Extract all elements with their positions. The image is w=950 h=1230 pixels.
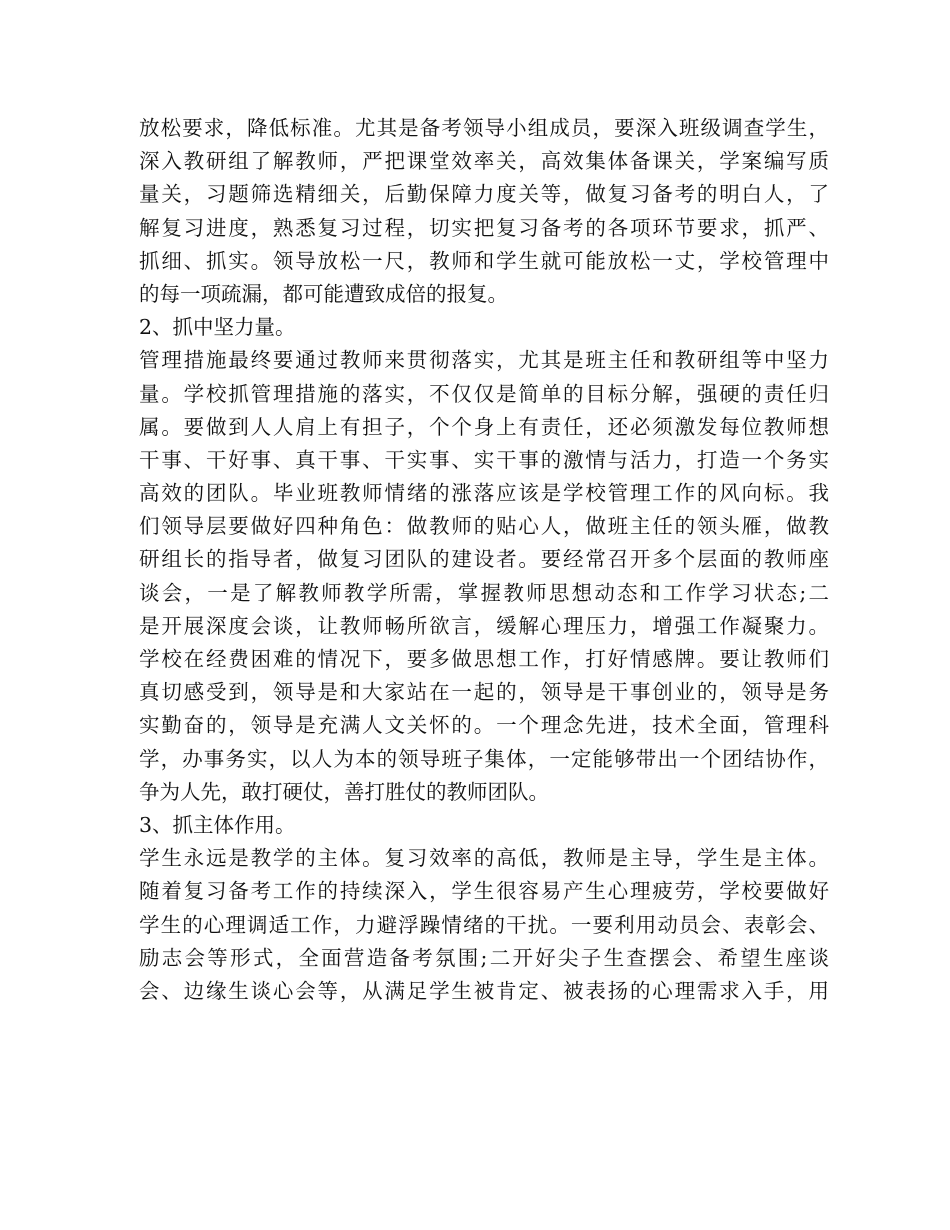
text-line: 管理措施最终要通过教师来贯彻落实，尤其是班主任和教研组等中坚力 (139, 348, 829, 373)
text-line: 会、边缘生谈心会等，从满足学生被肯定、被表扬的心理需求入手，用 (139, 978, 829, 1003)
text-line: 的每一项疏漏，都可能遭致成倍的报复。 (139, 281, 508, 306)
text-line: 学校在经费困难的情况下，要多做思想工作，打好情感牌。要让教师们 (139, 647, 829, 671)
text-line: 们领导层要做好四种角色：做教师的贴心人，做班主任的领头雁，做教 (139, 514, 829, 539)
text-line: 解复习进度，熟悉复习过程，切实把复习备考的各项环节要求，抓严、 (139, 215, 829, 240)
text-line: 深入教研组了解教师，严把课堂效率关，高效集体备课关，学案编写质 (139, 149, 829, 174)
text-line: 是开展深度会谈，让教师畅所欲言，缓解心理压力，增强工作凝聚力。 (139, 613, 829, 638)
text-line: 抓细、抓实。领导放松一尺，教师和学生就可能放松一丈，学校管理中 (139, 248, 829, 273)
text-line: 量。学校抓管理措施的落实，不仅仅是简单的目标分解，强硬的责任归 (139, 381, 829, 406)
text-line: 研组长的指导者，做复习团队的建设者。要经常召开多个层面的教师座 (139, 547, 829, 572)
text-line: 随着复习备考工作的持续深入，学生很容易产生心理疲劳，学校要做好 (139, 879, 829, 904)
text-line: 学，办事务实，以人为本的领导班子集体，一定能够带出一个团结协作， (139, 746, 829, 771)
text-line: 实勤奋的，领导是充满人文关怀的。一个理念先进，技术全面，管理科 (139, 713, 829, 738)
body-text (139, 112, 829, 1008)
text-line: 高效的团队。毕业班教师情绪的涨落应该是学校管理工作的风向标。我 (139, 481, 829, 506)
text-line: 放松要求，降低标准。尤其是备考领导小组成员，要深入班级调查学生， (139, 116, 829, 140)
text-line: 励志会等形式，全面营造备考氛围;二开好尖子生查摆会、希望生座谈 (139, 945, 829, 970)
section-heading: 3、抓主体作用。 (139, 812, 296, 837)
text-line: 量关，习题筛选精细关，后勤保障力度关等，做复习备考的明白人，了 (139, 182, 829, 207)
section-heading: 2、抓中坚力量。 (139, 315, 296, 340)
text-line: 属。要做到人人肩上有担子，个个身上有责任，还必须激发每位教师想 (139, 414, 829, 439)
text-line: 学生的心理调适工作，力避浮躁情绪的干扰。一要利用动员会、表彰会、 (139, 912, 829, 937)
text-line: 干事、干好事、真干事、干实事、实干事的激情与活力，打造一个务实 (139, 447, 829, 472)
text-line: 学生永远是教学的主体。复习效率的高低，教师是主导，学生是主体。 (139, 846, 829, 871)
text-line: 争为人先，敢打硬仗，善打胜仗的教师团队。 (139, 779, 549, 804)
text-line: 谈会，一是了解教师教学所需，掌握教师思想动态和工作学习状态;二 (139, 580, 829, 605)
text-line: 真切感受到，领导是和大家站在一起的，领导是干事创业的，领导是务 (139, 680, 829, 705)
